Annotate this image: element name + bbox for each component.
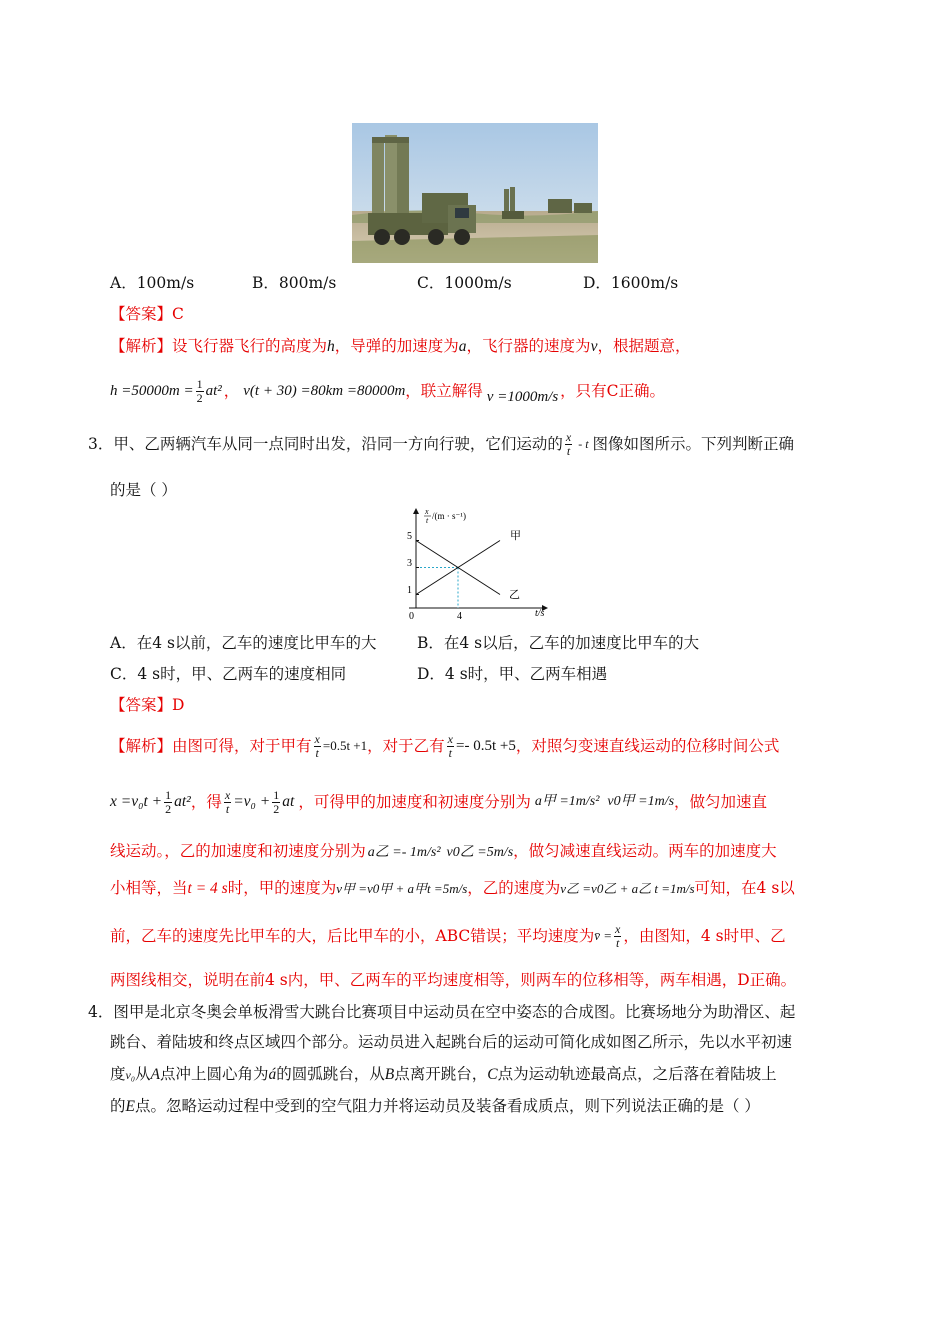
y-tick-5: 5 (407, 531, 412, 542)
y-axis-frac-num: x (425, 507, 429, 516)
q3-option-c: C．4 s时，甲、乙两车的速度相同 (110, 665, 347, 683)
q3-stem-line-2: 的是（ ） (110, 481, 177, 499)
equation-result: v =1000m/s (486, 389, 559, 405)
q2-option-c: C．1000m/s (417, 274, 512, 292)
q3-stem-line-1: 3．甲、乙两辆汽车从同一点同时出发，沿同一方向行驶，它们运动的 $\frac{x}{t}$ - t 图像如图所示。下列判断正确 (88, 429, 795, 458)
q2-analysis-line-2: h =50000m = $\frac{1}{2}$ at² ， v(t + 30) =80km =80000m ，联立解得 v =1000m/s ，只有C正确。 (110, 376, 666, 405)
q3-analysis-line-4: 小相等，当t = 4 s时，甲的速度为v甲 =v0甲 + a甲t =5m/s，乙的速度为v乙 =v0乙 + a乙 t =1m/s可知，在4 s以 (110, 879, 795, 897)
analysis-label: 【解析】 (110, 337, 173, 355)
fraction-x-over-t: $\frac{x}{t}$ (565, 429, 572, 458)
q3-option-a: A．在4 s以前，乙车的速度比甲车的大 (110, 634, 377, 652)
y-tick-1: 1 (407, 585, 412, 596)
y-tick-3: 3 (407, 558, 412, 569)
q3-answer: 【答案】D (110, 696, 185, 714)
q4-line-1: 4．图甲是北京冬奥会单板滑雪大跳台比赛项目中运动员在空中姿态的合成图。比赛场地分为助滑区、起 (88, 1003, 796, 1021)
equation-distance: v(t + 30) =80km =80000m (243, 383, 406, 399)
y-axis-frac-den: t (426, 516, 429, 525)
q2-analysis-line-1: 【解析】设飞行器飞行的高度为h，导弹的加速度为a，飞行器的速度为v，根据题意， (110, 337, 691, 355)
q3-option-d: D．4 s时，甲、乙两车相遇 (417, 665, 608, 683)
q3-analysis-line-2: x =v₀t + $\frac{1}{2}$ at² ，得 $\frac{x}{t}$ =v₀ + $\frac{1}{2}$ at ，可得甲的加速度和初速度分别为 a甲 =1m/s² v0甲 =1m/s ，做匀加速直 (110, 787, 768, 816)
x-axis-label: t/s (535, 608, 545, 619)
x-tick-0: 0 (409, 611, 414, 622)
q4-line-2: 跳台、着陆坡和终点区域四个部分。运动员进入起跳台后的运动可简化成如图乙所示，先以水平初速 (110, 1033, 793, 1051)
q3-analysis-line-3: 线运动。，乙的加速度和初速度分别为 a乙 =- 1m/s² v0乙 =5m/s，做匀减速直线运动。两车的加速度大 (110, 842, 777, 860)
q3-analysis-line-1: 【解析】 由图可得，对于甲有 $\frac{x}{t}$ =0.5t +1 ，对于乙有 $\frac{x}{t}$ =- 0.5t +5 ，对照匀变速直线运动的位移时间公式 (110, 731, 780, 760)
series-label-yi: 乙 (509, 588, 520, 601)
fraction-half: $\frac{1}{2}$ (196, 376, 203, 405)
q3-chart-svg (395, 505, 555, 625)
series-label-jia: 甲 (510, 529, 521, 542)
q3-graph (395, 505, 555, 625)
x-tick-4: 4 (457, 611, 462, 622)
equation-height: h =50000m = (110, 383, 194, 399)
missile-launcher-photo (352, 123, 598, 263)
q2-answer: 【答案】C (110, 305, 184, 323)
q2-option-d: D．1600m/s (583, 274, 679, 292)
q3-analysis-line-6: 两图线相交，说明在前4 s内，甲、乙两车的平均速度相等，则两车的位移相等，两车相遇，D正确。 (110, 971, 797, 989)
y-axis-label: /(m · s⁻¹) (432, 511, 466, 521)
q3-analysis-line-5: 前，乙车的速度先比甲车的大，后比甲车的小，ABC错误；平均速度为 v̄ = $\frac{x}{t}$ ，由图知，4 s时甲、乙 (110, 921, 786, 950)
q3-option-b: B．在4 s以后，乙车的加速度比甲车的大 (417, 634, 700, 652)
q4-line-3: 度v₀从A点冲上圆心角为á的圆弧跳台，从B点离开跳台，C点为运动轨迹最高点，之后落在着陆坡上 (110, 1065, 777, 1083)
q4-line-4: 的E点。忽略运动过程中受到的空气阻力并将运动员及装备看成质点，则下列说法正确的是（ ） (110, 1097, 760, 1115)
q2-option-b: B．800m/s (252, 274, 337, 292)
q2-option-a: A．100m/s (110, 274, 195, 292)
